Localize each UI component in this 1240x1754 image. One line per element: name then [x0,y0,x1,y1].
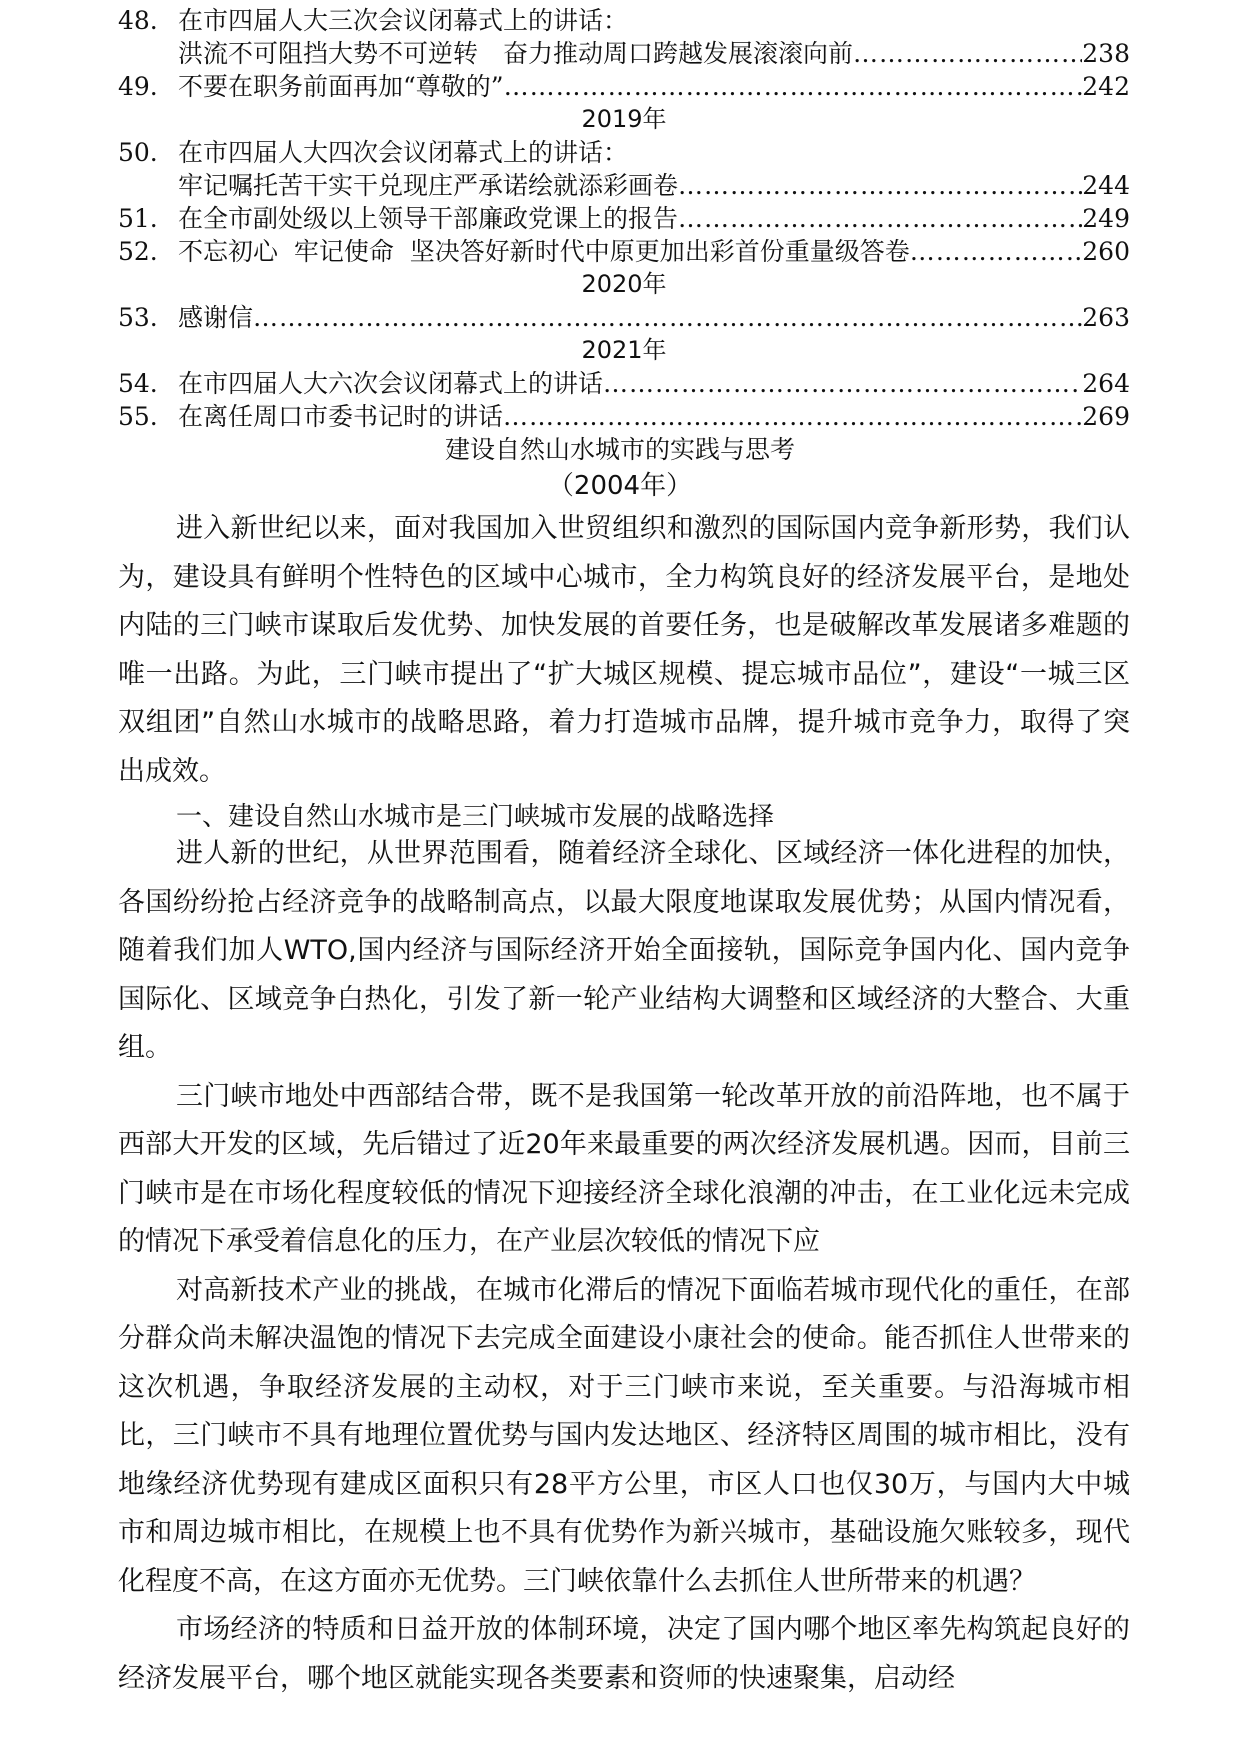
toc-entry-number: 52. [118,237,158,266]
table-of-contents [118,4,1130,433]
toc-dot-leader [678,202,1082,235]
toc-entry-number: 55. [118,402,158,431]
toc-entry-number: 54. [118,369,158,398]
toc-entry-title: 在市四届人大四次会议闭幕式上的讲话： [178,138,629,167]
paragraph-2: 进人新的世纪，从世界范围看，随着经济全球化、区域经济一体化进程的加快，各国纷纷抢占经济竞争的战略制高点，以最大限度地谋取发展优势；从国内情况看，随着我们加人WTO,国内经济与国际经济开始全面接轨，国际竞争国内化、国内竞争国际化、区域竞争白热化，引发了新一轮产业结构大调整和区域经济的大整合、大重组。 [118,838,1130,1063]
toc-dot-leader [504,70,1083,103]
paragraph-1: 进入新世纪以来，面对我国加入世贸组织和激烈的国际国内竞争新形势，我们认为，建设具有鲜明个性特色的区域中心城市，全力构筑良好的经济发展平台，是地处内陆的三门峡市谋取后发优势、加快发展的首要任务，也是破解改革发展诸多难题的唯一出路。为此，三门峡市提出了“扩大城区规模、提忘城市品位”，建设“一城三区双组团”自然山水城市的战略思路，着力打造城市品牌，提升城市竞争力，取得了突出成效。 [118,513,1130,787]
toc-entry-53[interactable] [118,301,1130,334]
section-heading-1: 一、建设自然山水城市是三门峡城市发展的战略选择 [176,802,775,832]
article-title: 建设自然山水城市的实践与思考 [444,435,795,464]
toc-entry-number: 50. [118,138,158,167]
toc-entry-50-subtitle[interactable] [118,169,1130,202]
paragraph-5: 市场经济的特质和日益开放的体制环境，决定了国内哪个地区率先构筑起良好的经济发展平台，哪个地区就能实现各类要素和资师的快速聚集，启动经 [118,1614,1130,1694]
toc-dot-leader [853,37,1082,70]
toc-page-number: 242 [1082,72,1130,101]
toc-entry-49[interactable] [118,70,1130,103]
toc-page-number: 244 [1082,171,1130,200]
toc-entry-number: 48. [118,6,158,35]
toc-dot-leader [603,367,1082,400]
toc-page-number: 264 [1082,369,1130,398]
toc-page-number: 269 [1082,402,1130,431]
toc-year-heading-2019: 2019年 [581,105,667,133]
toc-entry-54[interactable] [118,367,1130,400]
toc-entry-title: 在市四届人大六次会议闭幕式上的讲话 [178,369,604,398]
toc-year-heading-2020: 2020年 [581,270,667,298]
toc-entry-title: 感谢信 [178,303,254,332]
toc-entry-title: 在市四届人大三次会议闭幕式上的讲话： [178,6,629,35]
toc-entry-number: 51. [118,204,158,233]
toc-dot-leader [910,235,1082,268]
toc-entry-title: 在全市副处级以上领导干部廉政党课上的报告 [178,204,679,233]
toc-entry-title: 不忘初心 牢记使命 坚决答好新时代中原更加出彩首份重量级答卷 [178,237,910,266]
article-year: （2004年） [547,471,693,501]
toc-entry-number: 49. [118,72,158,101]
toc-entry-48[interactable] [118,4,1130,37]
toc-entry-number: 53. [118,303,158,332]
toc-page-number: 260 [1082,237,1130,266]
article-body [118,505,1130,1703]
toc-entry-48-subtitle[interactable] [118,37,1130,70]
toc-page-number: 263 [1082,303,1130,332]
toc-year-heading-2021: 2021年 [581,336,667,364]
toc-entry-subtitle: 牢记嘱托苦干实干兑现庄严承诺绘就添彩画卷 [178,171,679,200]
toc-dot-leader [253,301,1082,334]
toc-entry-50[interactable] [118,136,1130,169]
toc-entry-subtitle: 洪流不可阻挡大势不可逆转 奋力推动周口跨越发展滚滚向前 [178,39,854,68]
toc-dot-leader [503,400,1082,433]
toc-entry-51[interactable] [118,202,1130,235]
paragraph-3: 三门峡市地处中西部结合带，既不是我国第一轮改革开放的前沿阵地，也不属于西部大开发的区域，先后错过了近20年来最重要的两次经济发展机遇。因而，目前三门峡市是在市场化程度较低的情况下迎接经济全球化浪潮的冲击，在工业化远未完成的情况下承受着信息化的压力，在产业层次较低的情况下应 [118,1080,1130,1257]
toc-page-number: 249 [1082,204,1130,233]
toc-entry-title: 不要在职务前面再加“尊敬的” [178,72,504,101]
toc-entry-52[interactable] [118,235,1130,268]
toc-entry-title: 在离任周口市委书记时的讲话 [178,402,504,431]
toc-page-number: 238 [1082,39,1130,68]
toc-entry-55[interactable] [118,400,1130,433]
paragraph-4: 对高新技术产业的挑战，在城市化滞后的情况下面临若城市现代化的重任，在部分群众尚未解决温饱的情况下去完成全面建设小康社会的使命。能否抓住人世带来的这次机遇，争取经济发展的主动权，对于三门峡市来说，至关重要。与沿海城市相比，三门峡市不具有地理位置优势与国内发达地区、经济特区周围的城市相比，没有地缘经济优势现有建成区面积只有28平方公里，市区人口也仅30万，与国内大中城市和周边城市相比，在规模上也不具有优势作为新兴城市，基础设施欠账较多，现代化程度不高，在这方面亦无优势。三门峡依靠什么去抓住人世所带来的机遇？ [118,1274,1130,1597]
toc-dot-leader [678,169,1082,202]
